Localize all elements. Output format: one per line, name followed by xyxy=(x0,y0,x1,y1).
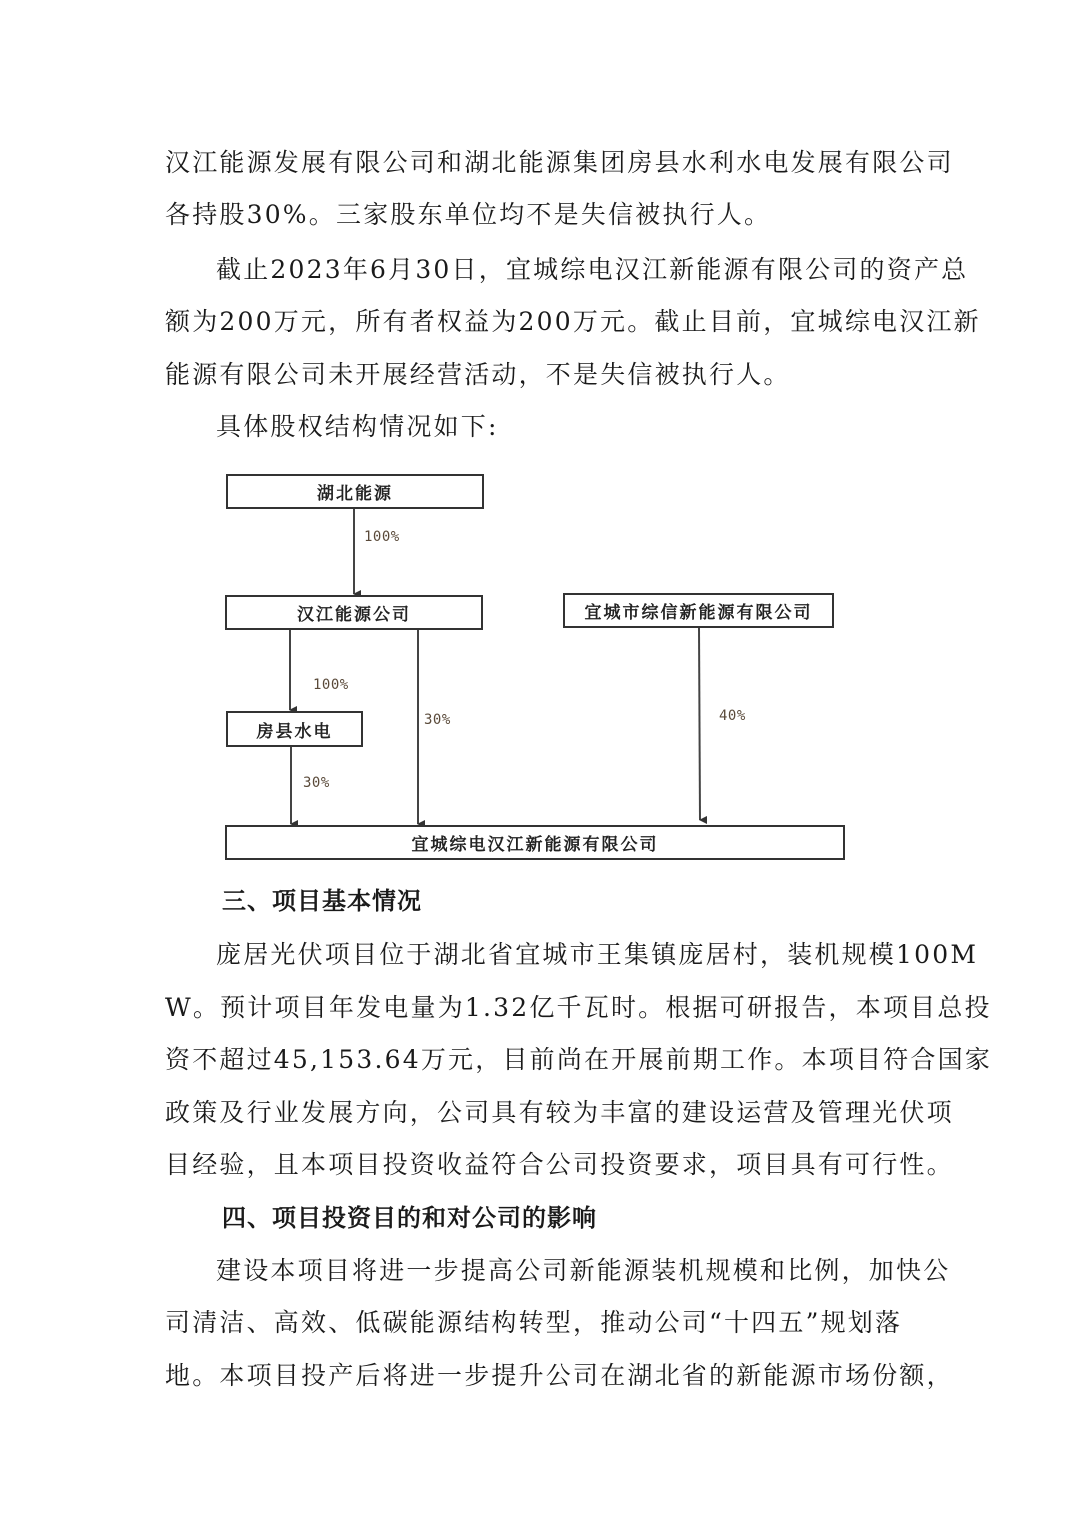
paragraph-line: 能源有限公司未开展经营活动，不是失信被执行人。 xyxy=(165,360,791,389)
paragraph-line: 额为200万元，所有者权益为200万元。截止目前，宜城综电汉江新 xyxy=(165,307,981,336)
paragraph-line: 资不超过45,153.64万元，目前尚在开展前期工作。本项目符合国家 xyxy=(165,1045,993,1074)
paragraph-line: 司清洁、高效、低碳能源结构转型，推动公司“十四五”规划落 xyxy=(165,1308,903,1337)
edge-label: 100% xyxy=(313,677,349,693)
edge-label: 30% xyxy=(424,712,451,728)
node-yicheng-zongdian: 宜城综电汉江新能源有限公司 xyxy=(225,825,845,860)
paragraph-line: 汉江能源发展有限公司和湖北能源集团房县水利水电发展有限公司 xyxy=(165,148,954,177)
node-fangxian-hydro: 房县水电 xyxy=(226,711,363,747)
paragraph-line: 目经验，且本项目投资收益符合公司投资要求，项目具有可行性。 xyxy=(165,1150,954,1179)
edge-label: 30% xyxy=(303,775,330,791)
edge-label: 40% xyxy=(719,708,746,724)
arrow-zongxin-to-yicheng-zongdian xyxy=(699,628,700,820)
paragraph-line: W。预计项目年发电量为1.32亿千瓦时。根据可研报告，本项目总投 xyxy=(165,993,992,1022)
paragraph-line: 地。本项目投产后将进一步提升公司在湖北省的新能源市场份额， xyxy=(165,1361,954,1390)
paragraph-line: 截止2023年6月30日，宜城综电汉江新能源有限公司的资产总 xyxy=(216,255,969,284)
section-heading: 四、项目投资目的和对公司的影响 xyxy=(222,1204,597,1232)
paragraph-line: 庞居光伏项目位于湖北省宜城市王集镇庞居村，装机规模100M xyxy=(216,940,979,969)
paragraph-line: 各持股30%。三家股东单位均不是失信被执行人。 xyxy=(165,200,772,229)
paragraph-line: 政策及行业发展方向，公司具有较为丰富的建设运营及管理光伏项 xyxy=(165,1098,954,1127)
edge-label: 100% xyxy=(364,529,400,545)
paragraph-line: 建设本项目将进一步提高公司新能源装机规模和比例，加快公 xyxy=(216,1256,951,1285)
node-hanjiang-energy: 汉江能源公司 xyxy=(225,595,483,630)
node-hubei-energy: 湖北能源 xyxy=(226,474,484,509)
paragraph-line: 具体股权结构情况如下: xyxy=(216,412,499,441)
node-yicheng-zongxin: 宜城市综信新能源有限公司 xyxy=(563,593,834,628)
section-heading: 三、项目基本情况 xyxy=(222,887,422,915)
